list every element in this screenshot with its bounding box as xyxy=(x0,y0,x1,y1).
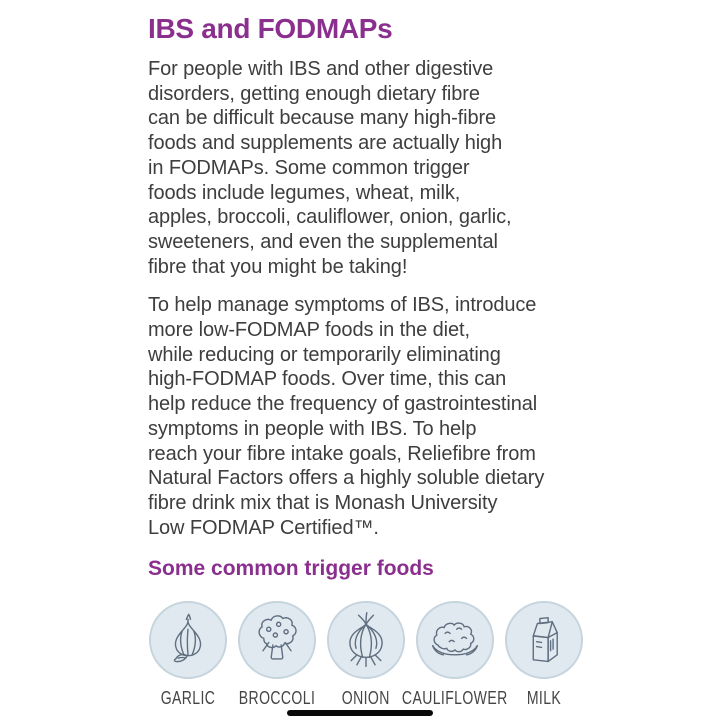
trigger-foods-row xyxy=(148,601,584,709)
food-label-onion: ONION xyxy=(342,688,390,709)
trigger-foods-heading: Some common trigger foods xyxy=(148,557,434,581)
food-item-onion xyxy=(326,601,406,709)
food-label-garlic: GARLIC xyxy=(160,688,216,709)
intro-paragraph: For people with IBS and other digestive disorders, getting enough dietary fibre can be difficult because many high-fibre foods and supplements are actually high in FODMAPs. Some common trigger foods include legumes, wheat, milk, apples, broccoli, cauliflower, onion, garlic, sweeteners, and even the supplemental fibre that you might be taking! xyxy=(148,58,512,278)
home-indicator-bar xyxy=(287,710,433,716)
milk-icon xyxy=(505,601,583,679)
garlic-icon xyxy=(149,601,227,679)
cauliflower-icon xyxy=(416,601,494,679)
food-label-milk: MILK xyxy=(526,688,562,709)
food-label-cauliflower: CAULIFLOWER xyxy=(402,688,508,709)
food-item-garlic xyxy=(148,601,228,709)
broccoli-icon xyxy=(238,601,316,679)
food-item-cauliflower xyxy=(402,601,508,709)
page-title: IBS and FODMAPs xyxy=(148,13,393,44)
food-item-milk xyxy=(504,601,584,709)
food-item-broccoli xyxy=(237,601,317,709)
management-paragraph: To help manage symptoms of IBS, introduce more low-FODMAP foods in the diet, while reducing or temporarily eliminating high-FODMAP foods. Over time, this can help reduce the frequency of gastrointestinal symptoms in people with IBS. To help reach your fibre intake goals, Reliefibre from Natural Factors offers a highly soluble dietary fibre drink mix that is Monash University Low FODMAP Certified™. xyxy=(148,294,545,539)
content-column xyxy=(148,13,584,709)
food-label-broccoli: BROCCOLI xyxy=(238,688,316,709)
onion-icon xyxy=(327,601,405,679)
